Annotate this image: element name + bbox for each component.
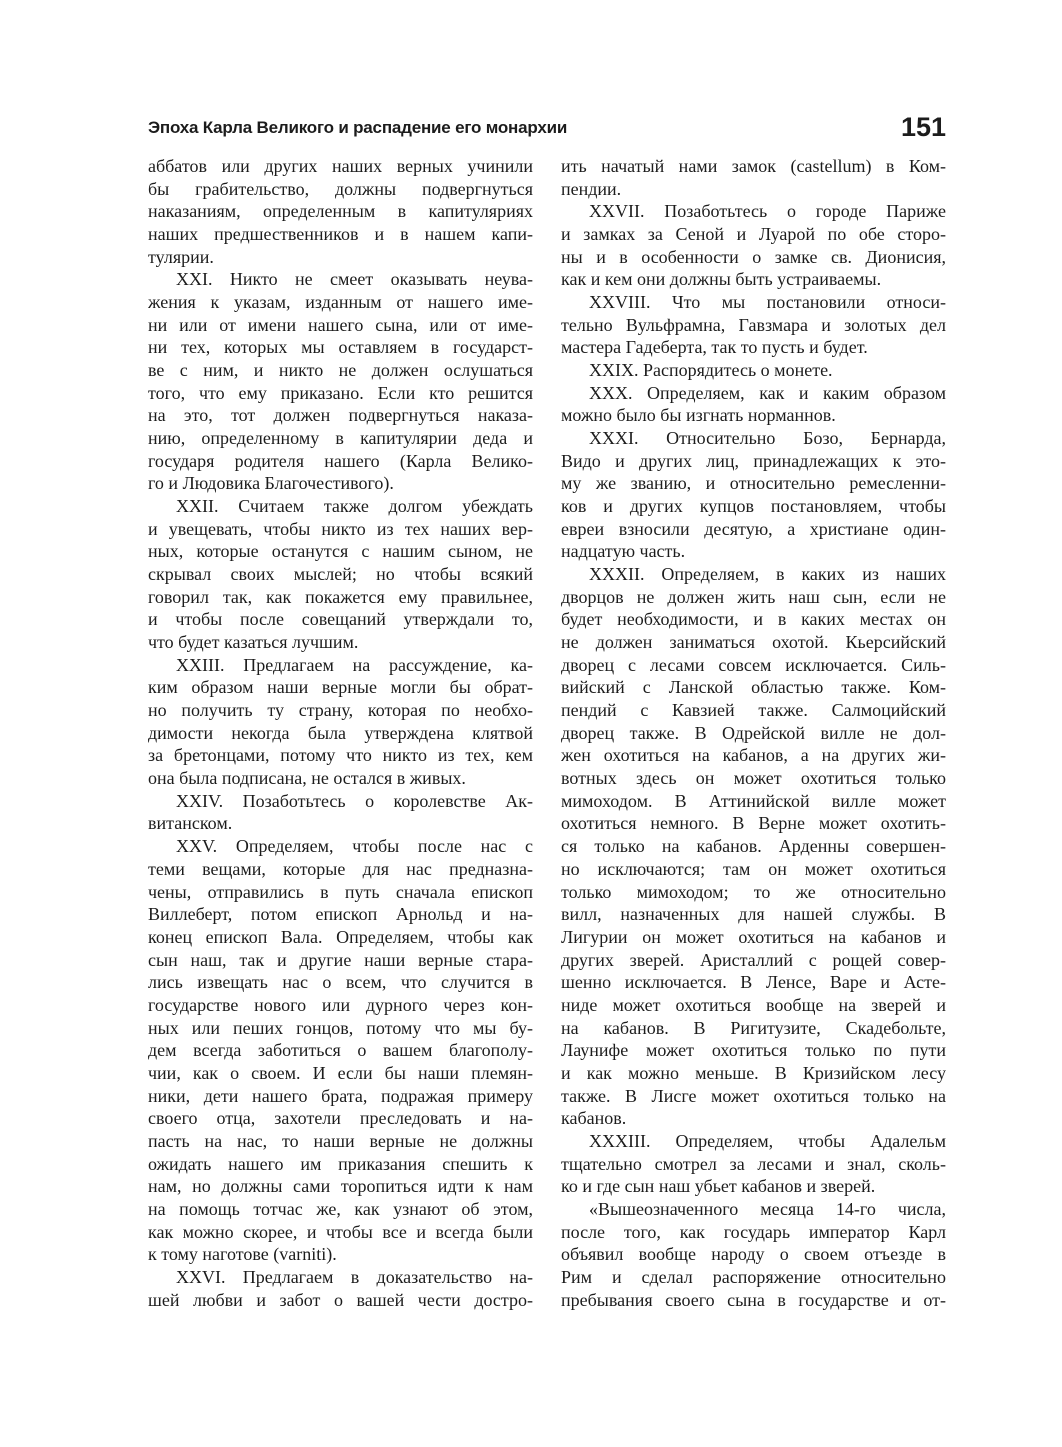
text-line: «Вышеозначенного месяца 14-го числа,: [589, 1198, 946, 1219]
text-line: но получить ту страну, которая по необхо-: [148, 700, 533, 721]
text-line: ко и где сын наш убьет кабанов и зверей.: [561, 1176, 876, 1197]
text-line: но исключаются; там он может охотиться: [561, 858, 946, 879]
text-line: XXIX. Распорядитесь о монете.: [589, 360, 833, 381]
text-line: конец епископ Вала. Определяем, чтобы как: [148, 926, 533, 947]
text-line: и замках за Сеной и Луарой по обе сторо-: [561, 224, 946, 245]
text-line: ных или пеших гонцов, потому что мы бу-: [148, 1017, 533, 1038]
text-line: также. В Лисге может охотиться только на: [561, 1085, 946, 1106]
text-line: пендии.: [561, 178, 622, 199]
text-line: чены, отправились в путь сначала епископ: [148, 881, 533, 902]
text-line: ся только на кабанов. Арденны совершен-: [561, 836, 946, 857]
text-line: скрывал своих мыслей; но чтобы всякий: [148, 564, 533, 585]
text-line: государя родителя нашего (Карла Велико-: [148, 450, 533, 471]
text-line: дем всегда заботиться о вашем благополу-: [148, 1040, 533, 1061]
text-line: димости некогда была утверждена клятвой: [148, 722, 533, 743]
text-line: к тому наготове (varniti).: [148, 1244, 337, 1265]
text-line: дворец с лесами совсем исключается. Силь-: [561, 654, 946, 675]
text-line: Лаунифе может охотиться только по пути: [561, 1040, 946, 1061]
right-text-column: [561, 155, 946, 1311]
text-line: будет необходимости, и в каких местах он: [561, 609, 946, 630]
text-line: ны и в особенности о замке св. Дионисия,: [561, 246, 946, 267]
running-title: Эпоха Карла Великого и распадение его монархии: [148, 118, 568, 137]
text-line: можно было бы изгнать норманнов.: [561, 405, 836, 426]
text-line: XXI. Никто не смеет оказывать неува-: [176, 269, 533, 290]
text-line: пасть на нас, то наши верные не должны: [148, 1130, 533, 1151]
text-line: и увещевать, чтобы никто из тех наших вер-: [148, 518, 533, 539]
text-line: пребывания своего сына в государстве и от-: [561, 1289, 946, 1310]
text-line: XXIV. Позаботьтесь о королевстве Ак-: [176, 790, 533, 811]
text-line: нам, но должны сами торопиться идти к нам: [148, 1176, 533, 1197]
text-line: надцатую часть.: [561, 541, 686, 562]
text-line: XXXIII. Определяем, чтобы Адалельм: [589, 1130, 946, 1151]
text-line: ве с ним, и никто не должен ослушаться: [148, 360, 533, 381]
text-line: только мимоходом; то же относительно: [561, 881, 946, 902]
text-line: как можно скорее, и чтобы все и всегда были: [148, 1221, 533, 1242]
text-line: после того, как государь император Карл: [561, 1221, 946, 1242]
text-line: шенно исключается. В Ленсе, Варе и Асте-: [561, 972, 946, 993]
page-number: 151: [900, 112, 946, 142]
text-line: ники, дети нашего брата, подражая примеру: [148, 1085, 533, 1106]
text-line: XXVII. Позаботьтесь о городе Париже: [589, 201, 946, 222]
text-line: чии, как о своем. И если бы наши племян-: [148, 1062, 533, 1083]
text-line: и как можно меньше. В Кризийском лесу: [561, 1062, 946, 1083]
text-line: XXXI. Относительно Бозо, Бернарда,: [589, 428, 946, 449]
text-line: тельно Вульфрамна, Гавзмара и золотых дел: [561, 314, 946, 335]
text-line: ожидать нашего им приказания спешить к: [148, 1153, 533, 1174]
text-line: Лигурии он может охотиться на кабанов и: [561, 926, 946, 947]
text-line: го и Людовика Благочестивого).: [148, 473, 394, 494]
text-line: бы грабительство, должны подвергнуться: [148, 178, 533, 199]
text-line: XXVI. Предлагаем в доказательство на-: [176, 1266, 533, 1287]
text-line: Виллеберт, потом епископ Арнольд и на-: [148, 904, 533, 925]
text-line: XXV. Определяем, чтобы после нас с: [176, 836, 533, 857]
text-line: наказаниям, определенным в капитуляриях: [148, 201, 533, 222]
text-line: как и кем они должны быть устраиваемы.: [561, 269, 882, 290]
text-line: ким образом наши верные могли бы обрат-: [148, 677, 533, 698]
text-line: жен охотиться на кабанов, а на других жи-: [561, 745, 946, 766]
text-line: XXIII. Предлагаем на рассуждение, ка-: [176, 654, 533, 675]
text-line: XXXII. Определяем, в каких из наших: [589, 564, 946, 585]
text-line: вотных здесь он может охотиться только: [561, 768, 946, 789]
text-line: лись извещать нас о всем, что случится в: [148, 972, 533, 993]
text-line: не должен заниматься охотой. Кьерсийский: [561, 632, 946, 653]
text-line: мастера Гадеберта, так то пусть и будет.: [561, 337, 868, 358]
text-line: говорил так, как покажется ему правильнее,: [148, 586, 533, 607]
text-line: что будет казаться лучшим.: [148, 632, 359, 653]
text-line: тщательно смотрел за лесами и знал, сколь-: [561, 1153, 946, 1174]
text-line: ниде может охотиться вообще на зверей и: [561, 994, 946, 1015]
text-line: нию, определенному в капитулярии деда и: [148, 428, 533, 449]
text-line: того, что ему приказано. Если кто решится: [148, 382, 533, 403]
text-line: мимоходом. В Аттинийской вилле может: [561, 790, 946, 811]
text-line: Видо и других лиц, принадлежащих к это-: [561, 450, 946, 471]
text-line: XXX. Определяем, как и каким образом: [589, 382, 946, 403]
text-line: дворцов не должен жить наш сын, если не: [561, 586, 946, 607]
text-line: евреи взносили десятую, а христиане один-: [561, 518, 946, 539]
text-line: тулярии.: [148, 246, 214, 267]
text-line: пендий с Кавзией также. Салмоцийский: [561, 700, 946, 721]
text-line: объявил вообще народу о своем отъезде в: [561, 1244, 946, 1265]
text-line: ни или от имени нашего сына, или от име-: [148, 314, 533, 335]
text-line: охотиться немного. В Верне может охотить-: [561, 813, 946, 834]
text-line: аббатов или других наших верных учинили: [148, 156, 533, 176]
text-line: ить начатый нами замок (castellum) в Ком-: [561, 156, 946, 176]
text-line: сын наш, так и другие наши верные стара-: [148, 949, 533, 970]
text-line: на это, тот должен подвергнуться наказа-: [148, 405, 533, 426]
text-line: наших предшественников и в нашем капи-: [148, 224, 533, 245]
text-line: других зверей. Аристаллий с рощей совер-: [561, 949, 946, 970]
running-header: [148, 112, 946, 148]
text-line: за бретонцами, потому что никто из тех, кем: [148, 745, 533, 766]
text-line: теми вещами, которые для нас предназна-: [148, 858, 533, 879]
text-line: ни тех, которых мы оставляем в государст-: [148, 337, 533, 358]
left-text-column: [148, 155, 533, 1311]
text-line: XXVIII. Что мы постановили относи-: [589, 292, 946, 313]
text-line: Рим и сделал распоряжение относительно: [561, 1266, 946, 1287]
text-line: на помощь тотчас же, как узнают об этом,: [148, 1198, 533, 1219]
text-line: жения к указам, изданным от нашего име-: [148, 292, 533, 313]
text-line: дворец также. В Одрейской вилле не дол-: [561, 722, 946, 743]
text-line: му же званию, и относительно ремесленни-: [561, 473, 946, 494]
text-line: своего отца, захотели преследовать и на-: [148, 1108, 533, 1129]
text-line: она была подписана, не остался в живых.: [148, 768, 466, 789]
text-line: шей любви и забот о вашей чести достро-: [148, 1289, 533, 1310]
text-line: ков и других купцов постановляем, чтобы: [561, 496, 946, 517]
text-line: на кабанов. В Ригитузите, Скадебольте,: [561, 1017, 946, 1038]
text-line: XXII. Считаем также долгом убеждать: [176, 496, 533, 517]
text-line: и чтобы после совещаний утверждали то,: [148, 609, 533, 630]
text-line: кабанов.: [561, 1108, 627, 1129]
text-line: вийский с Ланской областью также. Ком-: [561, 677, 946, 698]
text-line: ных, которые останутся с нашим сыном, не: [148, 541, 533, 562]
text-line: витанском.: [148, 813, 233, 834]
text-line: вилл, назначенных для нашей службы. В: [561, 904, 946, 925]
text-line: государстве нового или дурного через кон-: [148, 994, 533, 1015]
